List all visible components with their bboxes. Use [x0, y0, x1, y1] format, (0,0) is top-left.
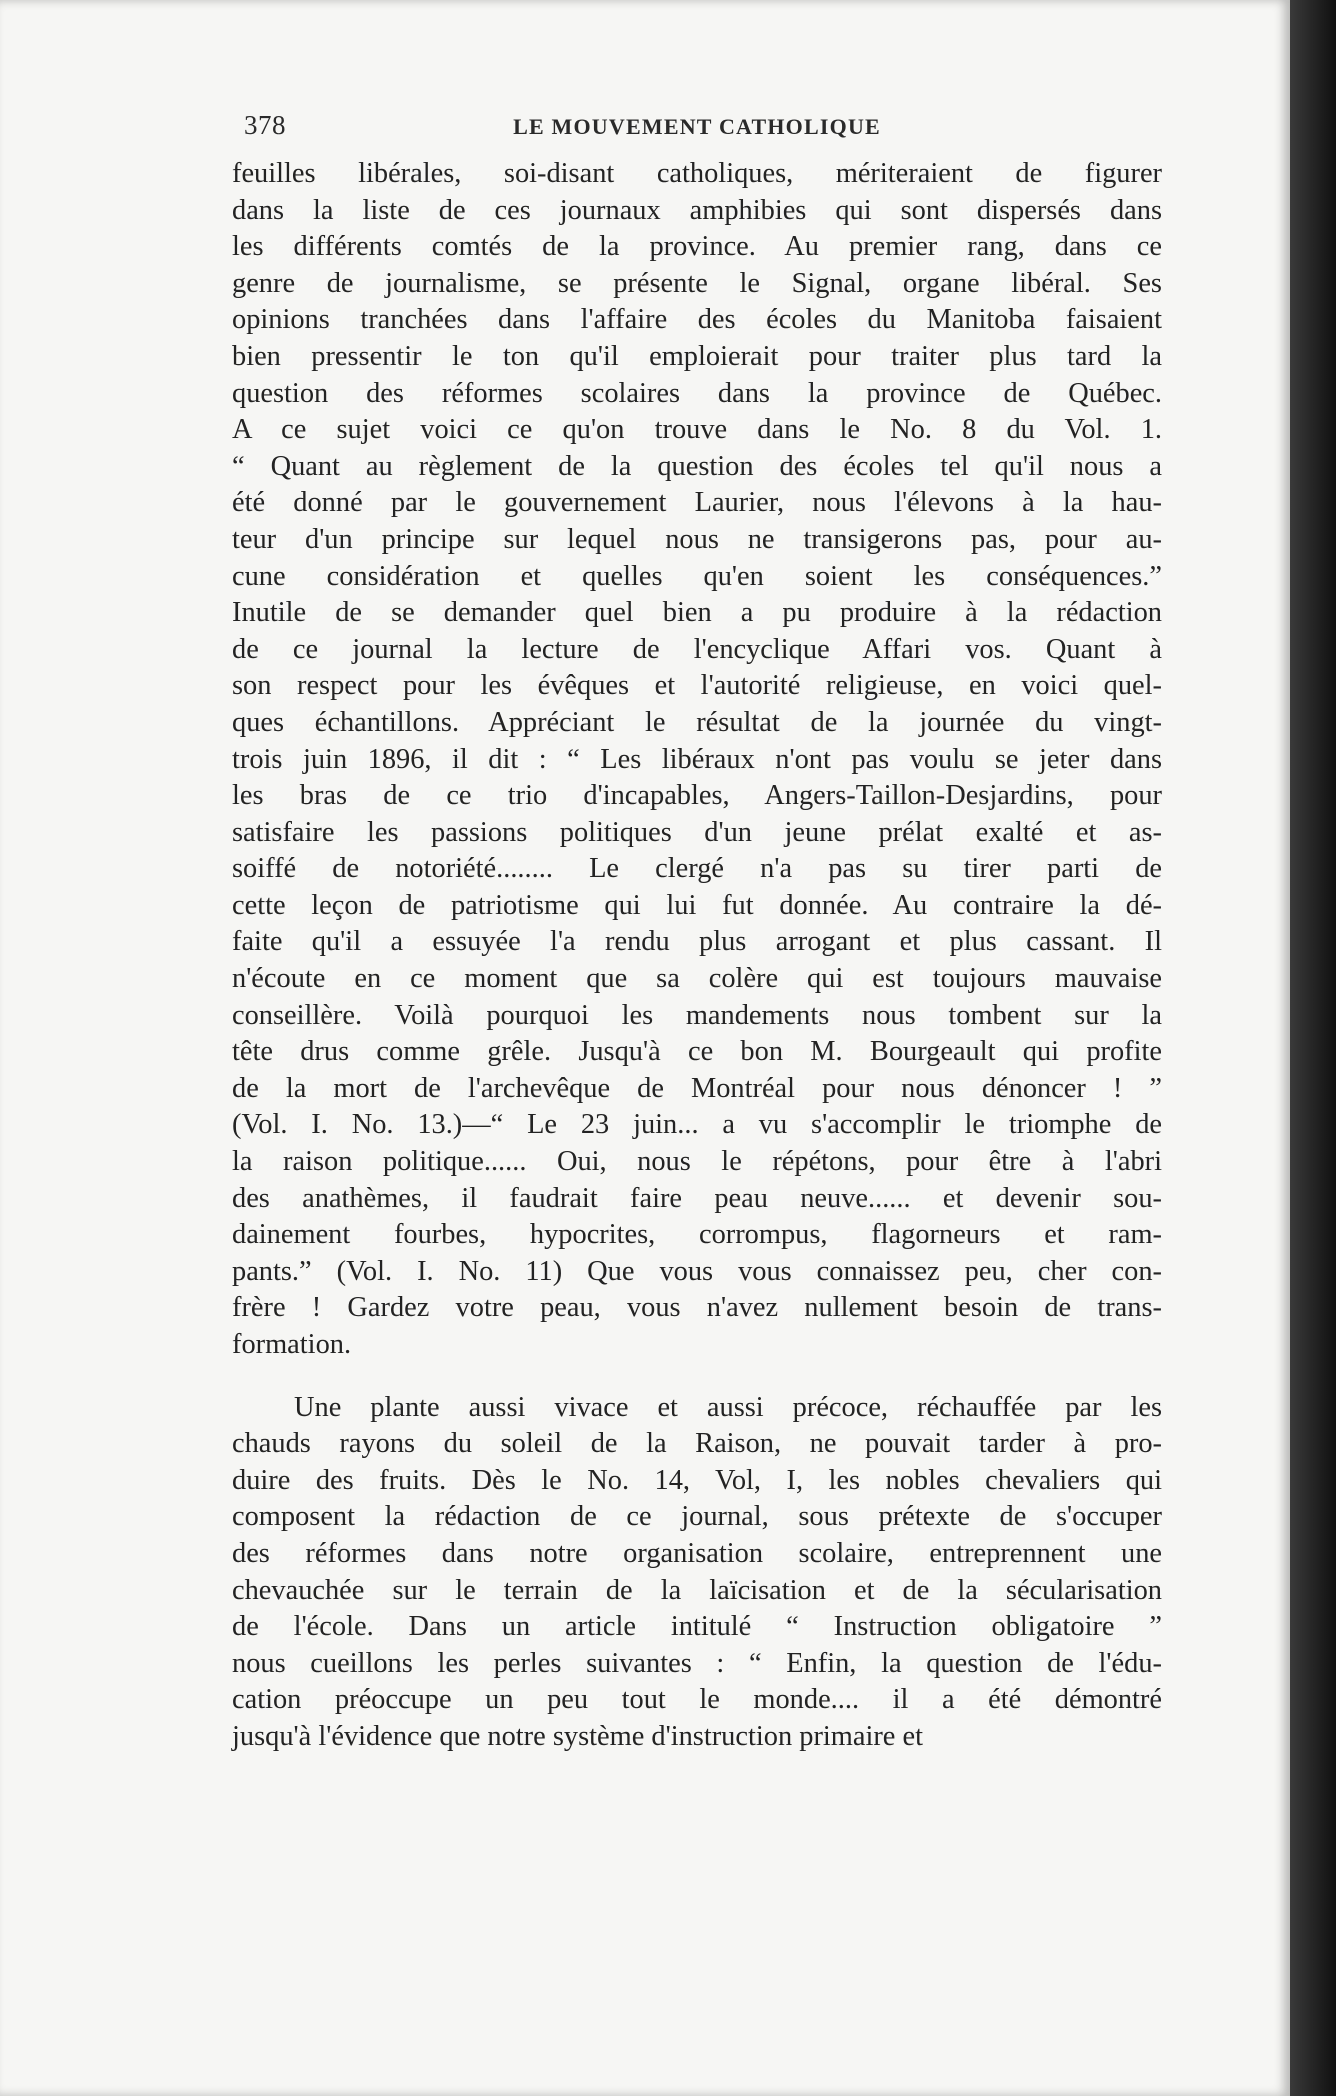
text-line: n'écoute en ce moment que sa colère qui est toujours mauvaise	[232, 963, 1162, 995]
text-line: frère ! Gardez votre peau, vous n'avez nullement besoin de trans-	[232, 1292, 1162, 1324]
text-line: été donné par le gouvernement Laurier, nous l'élevons à la hau-	[232, 487, 1162, 519]
text-line: composent la rédaction de ce journal, sous prétexte de s'occuper	[232, 1501, 1162, 1533]
text-line: des anathèmes, il faudrait faire peau neuve...... et devenir sou-	[232, 1182, 1162, 1214]
text-line: A ce sujet voici ce qu'on trouve dans le No. 8 du Vol. 1.	[232, 414, 1162, 446]
text-line: trois juin 1896, il dit : “ Les libéraux n'ont pas voulu se jeter dans	[232, 743, 1162, 775]
page-number: 378	[244, 110, 286, 140]
text-line: chevauchée sur le terrain de la laïcisation et de la sécularisation	[232, 1574, 1162, 1606]
text-line: cette leçon de patriotisme qui lui fut donnée. Au contraire la dé-	[232, 889, 1162, 921]
text-line: de la mort de l'archevêque de Montréal pour nous dénoncer ! ”	[232, 1072, 1162, 1104]
page-content	[232, 96, 1162, 1756]
running-head	[232, 96, 1162, 156]
text-line: satisfaire les passions politiques d'un jeune prélat exalté et as-	[232, 816, 1162, 848]
text-line: Une plante aussi vivace et aussi précoce, réchauffée par les	[294, 1391, 1162, 1423]
text-line: “ Quant au règlement de la question des écoles tel qu'il nous a	[232, 450, 1162, 482]
text-line: cation préoccupe un peu tout le monde.... il a été démontré	[232, 1684, 1162, 1716]
text-line: genre de journalisme, se présente le Signal, organe libéral. Ses	[232, 267, 1162, 299]
text-line: opinions tranchées dans l'affaire des écoles du Manitoba faisaient	[232, 304, 1162, 336]
text-line: feuilles libérales, soi-disant catholiques, mériteraient de figurer	[232, 158, 1162, 189]
text-line: ques échantillons. Appréciant le résultat de la journée du vingt-	[232, 706, 1162, 738]
paragraph-1	[232, 156, 1162, 1364]
text-line: faite qu'il a essuyée l'a rendu plus arrogant et plus cassant. Il	[232, 926, 1162, 958]
text-line: cune considération et quelles qu'en soient les conséquences.”	[232, 560, 1162, 592]
text-line: les différents comtés de la province. Au premier rang, dans ce	[232, 231, 1162, 263]
text-line: bien pressentir le ton qu'il emploierait pour traiter plus tard la	[232, 340, 1162, 372]
text-line: tête drus comme grêle. Jusqu'à ce bon M. Bourgeault qui profite	[232, 1036, 1162, 1068]
text-line: soiffé de notoriété........ Le clergé n'a pas su tirer parti de	[232, 853, 1162, 885]
text-line: formation.	[232, 1329, 352, 1360]
text-line: teur d'un principe sur lequel nous ne transigerons pas, pour au-	[232, 523, 1162, 555]
text-line: des réformes dans notre organisation scolaire, entreprennent une	[232, 1537, 1162, 1569]
scan-edge-shadow	[1290, 0, 1336, 2096]
text-line: jusqu'à l'évidence que notre système d'instruction primaire et	[232, 1720, 923, 1752]
text-line: (Vol. I. No. 13.)—“ Le 23 juin... a vu s'accomplir le triomphe de	[232, 1109, 1162, 1141]
text-line: conseillère. Voilà pourquoi les mandements nous tombent sur la	[232, 999, 1162, 1031]
text-line: dainement fourbes, hypocrites, corrompus, flagorneurs et ram-	[232, 1219, 1162, 1251]
running-title: LE MOUVEMENT CATHOLIQUE	[513, 114, 881, 139]
text-line: de ce journal la lecture de l'encyclique Affari vos. Quant à	[232, 633, 1162, 665]
text-line: nous cueillons les perles suivantes : “ Enfin, la question de l'édu-	[232, 1647, 1162, 1679]
text-line: question des réformes scolaires dans la province de Québec.	[232, 377, 1162, 409]
text-line: chauds rayons du soleil de la Raison, ne pouvait tarder à pro-	[232, 1428, 1162, 1460]
text-line: pants.” (Vol. I. No. 11) Que vous vous connaissez peu, cher con-	[232, 1255, 1162, 1287]
text-line: duire des fruits. Dès le No. 14, Vol, I, les nobles chevaliers qui	[232, 1464, 1162, 1496]
text-line: dans la liste de ces journaux amphibies qui sont dispersés dans	[232, 194, 1162, 226]
text-line: de l'école. Dans un article intitulé “ Instruction obligatoire ”	[232, 1611, 1162, 1643]
text-line: les bras de ce trio d'incapables, Angers-Taillon-Desjardins, pour	[232, 780, 1162, 812]
text-line: la raison politique...... Oui, nous le répétons, pour être à l'abri	[232, 1146, 1162, 1178]
text-line: Inutile de se demander quel bien a pu produire à la rédaction	[232, 597, 1162, 629]
paragraph-2	[232, 1390, 1162, 1756]
text-line: son respect pour les évêques et l'autorité religieuse, en voici quel-	[232, 670, 1162, 702]
